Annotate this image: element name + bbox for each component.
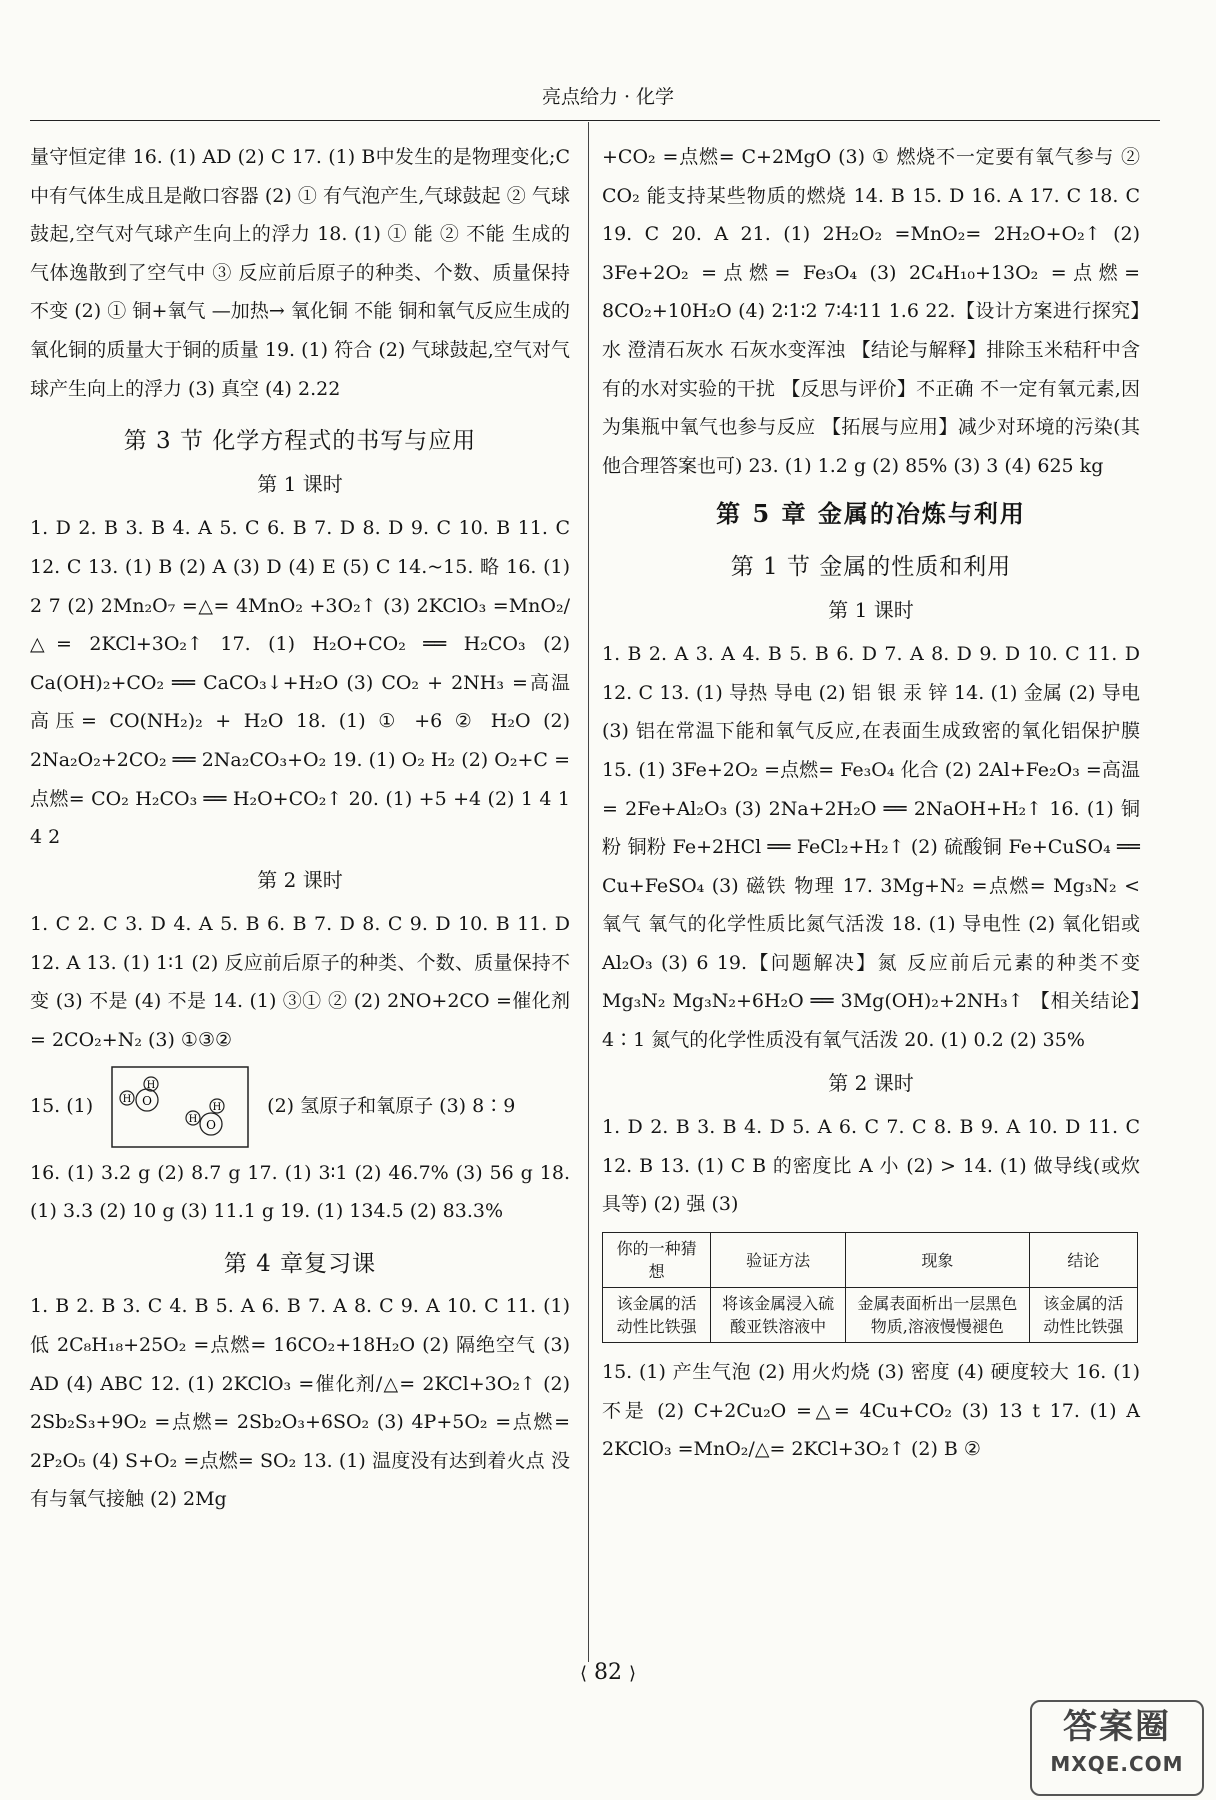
page-number-text: 82 [594, 1660, 622, 1685]
table-header: 验证方法 [711, 1233, 846, 1288]
table-cell: 将该金属浸入硫酸亚铁溶液中 [711, 1288, 846, 1343]
table-row [603, 1288, 1138, 1343]
question-rest: (2) 氢原子和氧原子 (3) 8∶9 [267, 1095, 516, 1118]
atom-label: H [188, 1113, 198, 1125]
table-header: 你的一种猜想 [603, 1233, 711, 1288]
page-header: 亮点给力 · 化学 [541, 86, 675, 108]
header-rule [30, 120, 1160, 121]
column-divider [588, 122, 589, 1662]
lesson-title: 第 1 课时 [828, 597, 914, 622]
right-column [602, 138, 1140, 1469]
atom-label: H [212, 1101, 222, 1113]
table-header: 结论 [1029, 1233, 1137, 1288]
answer-block: 16. (1) 3.2 g (2) 8.7 g 17. (1) 3∶1 (2) 46.7% (3) 56 g 18. (1) 3.3 (2) 10 g (3) 11.1 g 19. (1) 134.5 (2) 83.3% [30, 1161, 570, 1223]
chapter-title: 第 5 章 金属的冶炼与利用 [716, 499, 1026, 529]
section-title: 第 4 章复习课 [223, 1250, 377, 1277]
section-title: 第 1 节 金属的性质和利用 [730, 553, 1012, 580]
experiment-table [602, 1232, 1138, 1343]
atom-label: H [122, 1093, 132, 1105]
answer-block: 15. (1) 产生气泡 (2) 用火灼烧 (3) 密度 (4) 硬度较大 16. (1) 不是 (2) C+2Cu₂O =△= 4Cu+CO₂ (3) 13 t 17. (1) A 2KClO₃ =MnO₂/△= 2KCl+3O₂↑ (2) B ② [602, 1361, 1140, 1461]
answer-block: 1. D 2. B 3. B 4. D 5. A 6. C 7. C 8. B 9. A 10. D 11. C 12. B 13. (1) C B 的密度比 A 小 (2) > 14. (1) 做导线(或炊具等) (2) 强 (3) [602, 1116, 1140, 1216]
left-column [30, 138, 570, 1519]
table-header: 现象 [845, 1233, 1029, 1288]
atom-label: O [206, 1117, 217, 1132]
watermark-main: 答案圈 [1063, 1707, 1171, 1747]
lesson-title: 第 1 课时 [257, 471, 343, 496]
section-title: 第 3 节 化学方程式的书写与应用 [123, 428, 477, 455]
answer-block: 量守恒定律 16. (1) AD (2) C 17. (1) B中发生的是物理变化;C中有气体生成且是敞口容器 (2) ① 有气泡产生,气球鼓起 ② 气球鼓起,空气对气球产生向上的浮力 18. (1) ① 能 ② 不能 生成的气体逸散到了空气中 ③ 反应前后原子的种类、个数、质量保持不变 (2) ① 铜+氧气 —加热→ 氧化铜 不能 铜和氧气反应生成的氧化铜的质量大于铜的质量 19. (1) 符合 (2) 气球鼓起,空气对气球产生向上的浮力 (3) 真空 (4) 2.22 [30, 146, 570, 400]
answer-block: +CO₂ =点燃= C+2MgO (3) ① 燃烧不一定要有氧气参与 ② CO₂ 能支持某些物质的燃烧 14. B 15. D 16. A 17. C 18. C 19. C 20. A 21. (1) 2H₂O₂ =MnO₂= 2H₂O+O₂↑ (2) 3Fe+2O₂ =点燃= Fe₃O₄ (3) 2C₄H₁₀+13O₂ =点燃= 8CO₂+10H₂O (4) 2∶1∶2 7∶4∶11 1.6 22.【设计方案进行探究】水 澄清石灰水 石灰水变浑浊 【结论与解释】排除玉米秸秆中含有的水对实验的干扰 【反思与评价】不正确 不一定有氧元素,因为集瓶中氧气也参与反应 【拓展与应用】减少对环境的污染(其他合理答案也可) 23. (1) 1.2 g (2) 85% (3) 3 (4) 625 kg [602, 146, 1140, 477]
table-cell: 该金属的活动性比铁强 [1029, 1288, 1137, 1343]
watermark-site: MXQE.COM [1050, 1752, 1184, 1776]
question-label: 15. (1) [30, 1095, 94, 1118]
lesson-title: 第 2 课时 [828, 1070, 914, 1095]
answer-block: 1. B 2. B 3. C 4. B 5. A 6. B 7. A 8. C 9. A 10. C 11. (1) 低 2C₈H₁₈+25O₂ =点燃= 16CO₂+18H₂O (2) 隔绝空气 (3) AD (4) ABC 12. (1) 2KClO₃ =催化剂/△= 2KCl+3O₂↑ (2) 2Sb₂S₃+9O₂ =点燃= 2Sb₂O₃+6SO₂ (3) 4P+5O₂ =点燃= 2P₂O₅ (4) S+O₂ =点燃= SO₂ 13. (1) 温度没有达到着火点 没有与氧气接触 (2) 2Mg [30, 1295, 570, 1511]
water-molecule-diagram [111, 1066, 249, 1148]
answer-block: 1. C 2. C 3. D 4. A 5. B 6. B 7. D 8. C 9. D 10. B 11. D 12. A 13. (1) 1∶1 (2) 反应前后原子的种类、个数、质量保持不变 (3) 不是 (4) 不是 14. (1) ③① ② (2) 2NO+2CO =催化剂= 2CO₂+N₂ (3) ①③② [30, 913, 570, 1052]
atom-label: H [146, 1079, 156, 1091]
table-cell: 金属表面析出一层黑色物质,溶液慢慢褪色 [845, 1288, 1029, 1343]
table-cell: 该金属的活动性比铁强 [603, 1288, 711, 1343]
watermark-logo [1030, 1700, 1204, 1796]
page-number [543, 1660, 673, 1685]
question-15-row [30, 1066, 570, 1148]
answer-block: 1. D 2. B 3. B 4. A 5. C 6. B 7. D 8. D 9. C 10. B 11. C 12. C 13. (1) B (2) A (3) D (4) E (5) C 14.~15. 略 16. (1) 2 7 (2) 2Mn₂O₇ =△= 4MnO₂ +3O₂↑ (3) 2KClO₃ =MnO₂/△= 2KCl+3O₂↑ 17. (1) H₂O+CO₂ ══ H₂CO₃ (2) Ca(OH)₂+CO₂ ══ CaCO₃↓+H₂O (3) CO₂ + 2NH₃ =高温高压= CO(NH₂)₂ + H₂O 18. (1) ① +6 ② H₂O (2) 2Na₂O₂+2CO₂ ══ 2Na₂CO₃+O₂ 19. (1) O₂ H₂ (2) O₂+C =点燃= CO₂ H₂CO₃ ══ H₂O+CO₂↑ 20. (1) +5 +4 (2) 1 4 1 4 2 [30, 517, 570, 849]
ornament-right-icon: ⟩ [629, 1663, 637, 1684]
ornament-left-icon: ⟨ [579, 1663, 587, 1684]
answer-block: 1. B 2. A 3. A 4. B 5. B 6. D 7. A 8. D 9. D 10. C 11. D 12. C 13. (1) 导热 导电 (2) 铝 银 汞 锌 14. (1) 金属 (2) 导电 (3) 铝在常温下能和氧气反应,在表面生成致密的氧化铝保护膜 15. (1) 3Fe+2O₂ =点燃= Fe₃O₄ 化合 (2) 2Al+Fe₂O₃ =高温= 2Fe+Al₂O₃ (3) 2Na+2H₂O ══ 2NaOH+H₂↑ 16. (1) 铜粉 铜粉 Fe+2HCl ══ FeCl₂+H₂↑ (2) 硫酸铜 Fe+CuSO₄ ══ Cu+FeSO₄ (3) 磁铁 物理 17. 3Mg+N₂ =点燃= Mg₃N₂ < 氧气 氧气的化学性质比氮气活泼 18. (1) 导电性 (2) 氧化铝或 Al₂O₃ (3) 6 19.【问题解决】氮 反应前后元素的种类不变 Mg₃N₂ Mg₃N₂+6H₂O ══ 3Mg(OH)₂+2NH₃↑ 【相关结论】4∶1 氮气的化学性质没有氧气活泼 20. (1) 0.2 (2) 35% [602, 643, 1140, 1052]
table-header-row [603, 1233, 1138, 1288]
atom-label: O [142, 1093, 153, 1108]
lesson-title: 第 2 课时 [257, 867, 343, 892]
